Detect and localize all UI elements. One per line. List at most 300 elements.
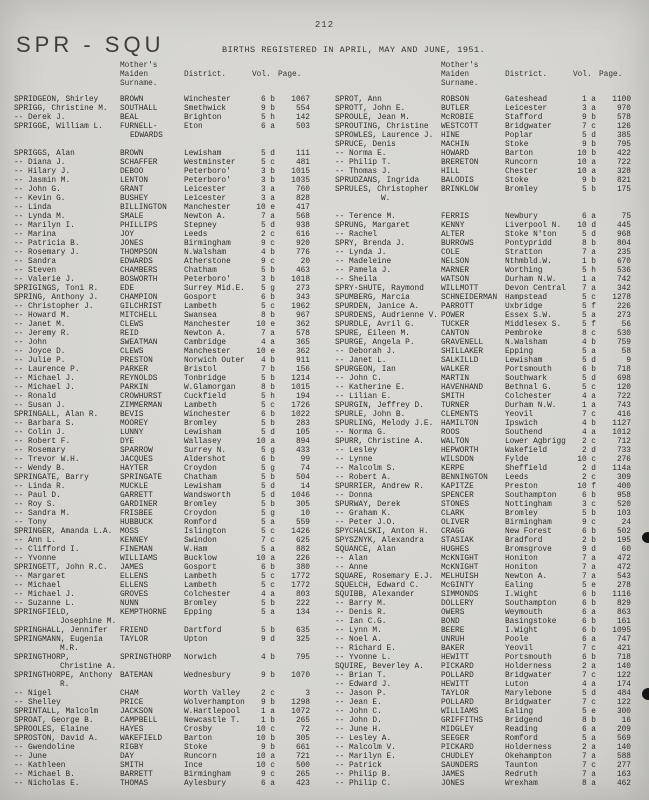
district-cell: Lewisham xyxy=(184,429,222,437)
name-cell: SPRING, Anthony J. xyxy=(14,294,99,302)
index-row xyxy=(335,231,641,240)
vol-cell: 9 d xyxy=(581,546,596,554)
name-cell: -- Nicholas E. xyxy=(14,780,80,788)
name-cell: -- Julie P. xyxy=(14,357,66,365)
vol-cell: 5 a xyxy=(581,348,596,356)
vol-cell: 10 c xyxy=(256,726,275,734)
index-row xyxy=(335,708,641,717)
mother-cell: NELSON xyxy=(441,258,470,266)
district-cell: Liverpool N. xyxy=(505,222,562,230)
vol-cell: 4 a xyxy=(581,393,596,401)
vol-cell: 3 b xyxy=(260,177,275,185)
name-cell: -- Ann L. xyxy=(14,537,57,545)
name-cell: -- Colin J. xyxy=(14,429,66,437)
mother-cell: JACQUES xyxy=(120,456,153,464)
district-cell: Durham N.W. xyxy=(505,402,557,410)
vol-cell: 5 d xyxy=(581,375,596,383)
page-cell: 283 xyxy=(295,420,310,428)
page-cell: 343 xyxy=(295,294,310,302)
district-cell: Wednesbury xyxy=(184,672,231,680)
name-cell: SPRIGGE, William L. xyxy=(14,123,103,131)
mother-cell: CHAM xyxy=(120,690,139,698)
page-cell: 209 xyxy=(616,726,631,734)
mother-cell: EDE xyxy=(120,285,135,293)
name-cell: -- Nigel xyxy=(14,690,52,698)
mother-cell: BUTLER xyxy=(441,105,470,113)
district-cell: Stoke N'ton xyxy=(505,231,557,239)
district-cell: Bridgwater xyxy=(505,699,552,707)
vol-cell: 7 a xyxy=(581,771,596,779)
mother-cell: FRISBEE xyxy=(120,510,153,518)
index-row xyxy=(335,132,641,141)
index-row xyxy=(335,114,641,123)
district-cell: Sheffield xyxy=(505,465,548,473)
district-cell: Dartford xyxy=(184,627,222,635)
name-cell: SPRIGG, Christine M. xyxy=(14,105,108,113)
index-row xyxy=(335,699,641,708)
name-cell: -- Brian T. xyxy=(335,672,387,680)
district-cell: Lambeth xyxy=(184,582,217,590)
page-cell: 500 xyxy=(295,762,310,770)
index-row xyxy=(14,672,320,690)
district-cell: Barton xyxy=(505,150,534,158)
vol-cell: 5 g xyxy=(260,447,275,455)
page-cell: 828 xyxy=(295,195,310,203)
page-cell: 462 xyxy=(616,780,631,788)
index-row xyxy=(335,672,641,681)
index-row xyxy=(335,609,641,618)
index-row xyxy=(335,519,641,528)
name-cell: SQUANCE, Alan xyxy=(335,546,396,554)
page-cell: 747 xyxy=(616,636,631,644)
district-cell: Stoke xyxy=(505,177,529,185)
name-cell: -- Joyce D. xyxy=(14,348,66,356)
vol-cell: 6 a xyxy=(260,123,275,131)
name-cell: -- Diana J. xyxy=(14,159,66,167)
mother-cell: HEPWORTH xyxy=(441,447,479,455)
index-row xyxy=(14,780,320,789)
mother-cell: GRIFFITHS xyxy=(441,717,484,725)
district-cell: Yeovil xyxy=(505,411,534,419)
name-cell: -- Malcolm V. xyxy=(335,744,396,752)
index-row xyxy=(14,564,320,573)
page-cell: 958 xyxy=(616,492,631,500)
page-cell: 502 xyxy=(616,528,631,536)
mother-cell: CLARK xyxy=(441,510,465,518)
vol-cell: 5 a xyxy=(260,546,275,554)
vol-cell: 1 a xyxy=(581,96,596,104)
vol-cell: 5 e xyxy=(581,708,596,716)
page-cell: 273 xyxy=(295,285,310,293)
district-cell: Southwark xyxy=(505,375,548,383)
index-row xyxy=(14,303,320,312)
name-cell: SPYSZNYK, Alexandra xyxy=(335,537,424,545)
vol-cell: 4 a xyxy=(260,339,275,347)
index-row xyxy=(14,159,320,168)
name-cell: SQUELCH, Edward C. xyxy=(335,582,420,590)
mother-cell: PARKIN xyxy=(120,384,149,392)
page-cell: 305 xyxy=(295,501,310,509)
page-cell: 105 xyxy=(295,429,310,437)
mother-cell: WALKER xyxy=(441,366,470,374)
page-cell: 16 xyxy=(621,717,631,725)
district-cell: Lower Agbrigg xyxy=(505,438,566,446)
vol-cell: 5 b xyxy=(581,186,596,194)
page-cell: 99 xyxy=(300,456,310,464)
page-cell: 140 xyxy=(616,744,631,752)
mother-cell: THOMPSON xyxy=(120,249,158,257)
district-cell: Aldershot xyxy=(184,456,227,464)
page-cell: 1298 xyxy=(291,699,310,707)
district-cell: Stoke xyxy=(184,744,208,752)
mother-cell: POLLARD xyxy=(441,699,474,707)
index-row xyxy=(14,240,320,249)
index-row xyxy=(14,420,320,429)
mother-cell: RIGBY xyxy=(120,744,144,752)
name-cell: -- Yvonne xyxy=(14,555,57,563)
district-cell: Lewisham xyxy=(505,357,543,365)
mother-cell: McKNIGHT xyxy=(441,564,479,572)
page-cell: 742 xyxy=(616,276,631,284)
mother-cell: BEVIS xyxy=(120,411,144,419)
vol-cell: 5 e xyxy=(581,582,596,590)
page-cell: 194 xyxy=(295,393,310,401)
index-row xyxy=(14,474,320,483)
vol-cell: 6 b xyxy=(260,411,275,419)
page-cell: 3 xyxy=(305,690,310,698)
index-row xyxy=(14,456,320,465)
page-cell: 568 xyxy=(295,213,310,221)
mother-cell: COLE xyxy=(441,249,460,257)
mother-cell: SPRINGTHORP xyxy=(120,654,172,662)
index-row xyxy=(14,528,320,537)
page-cell: 543 xyxy=(616,573,631,581)
vol-cell: 9 c xyxy=(260,771,275,779)
name-cell: SPROSTON, David A. xyxy=(14,735,99,743)
page-cell: 1015 xyxy=(291,384,310,392)
mother-cell: DAY xyxy=(120,753,135,761)
page-cell: 722 xyxy=(616,393,631,401)
name-cell: -- Valerie J. xyxy=(14,276,75,284)
vol-cell: 5 b xyxy=(260,501,275,509)
mother-cell: JACKSON xyxy=(120,708,153,716)
index-row xyxy=(335,438,641,447)
page-cell: 445 xyxy=(616,222,631,230)
vol-cell: 2 c xyxy=(260,690,275,698)
name-cell: -- Lynda J. xyxy=(335,249,387,257)
vol-cell: 9 b xyxy=(260,699,275,707)
mother-cell: HAVENHAND xyxy=(441,384,484,392)
name-cell: -- Sandra xyxy=(14,258,57,266)
vol-cell: 5 c xyxy=(260,159,275,167)
mother-cell: CHAMPION xyxy=(120,294,158,302)
vol-cell: 5 b xyxy=(260,627,275,635)
district-cell: Birmingham xyxy=(184,240,231,248)
page-cell: 463 xyxy=(295,267,310,275)
mother-cell: HEWITT xyxy=(441,681,470,689)
district-cell: Stafford xyxy=(505,114,543,122)
mother-cell: PRESTON xyxy=(120,357,153,365)
district-cell: Bradford xyxy=(505,537,543,545)
index-row xyxy=(14,393,320,402)
index-row xyxy=(14,636,320,654)
mother-cell: MUCKLE xyxy=(120,483,149,491)
page-cell: 174 xyxy=(616,681,631,689)
page-cell: 569 xyxy=(616,735,631,743)
vol-cell: 5 c xyxy=(260,303,275,311)
page-cell: 1962 xyxy=(291,303,310,311)
page-cell: 698 xyxy=(616,375,631,383)
page-cell: 134 xyxy=(295,609,310,617)
index-row xyxy=(335,357,641,366)
mother-cell: KENNEY xyxy=(120,537,149,545)
mother-cell: MITCHELL xyxy=(120,312,158,320)
mother-cell: POWER xyxy=(441,312,465,320)
mother-cell: BRERETON xyxy=(441,159,479,167)
district-cell: Southend xyxy=(505,429,543,437)
name-cell: -- Jean E. xyxy=(335,699,382,707)
index-row xyxy=(335,600,641,609)
index-row xyxy=(335,510,641,519)
vol-cell: 5 c xyxy=(260,582,275,590)
mother-cell: JONES xyxy=(120,240,144,248)
vol-cell: 5 d xyxy=(260,429,275,437)
index-row xyxy=(335,735,641,744)
index-row xyxy=(14,429,320,438)
name-cell: SPURDLE, Avril G. xyxy=(335,321,415,329)
vol-cell: 7 c xyxy=(581,123,596,131)
scan-artifact xyxy=(642,532,649,543)
index-row xyxy=(335,447,641,456)
mother-cell: GRANT xyxy=(120,186,144,194)
vol-cell: 5 a xyxy=(260,609,275,617)
vol-cell: 6 b xyxy=(581,492,596,500)
mother-cell: PICKARD xyxy=(441,663,474,671)
page-cell: 554 xyxy=(295,105,310,113)
page-cell: 75 xyxy=(621,213,631,221)
vol-cell: 9 c xyxy=(260,240,275,248)
district-cell: Leicester xyxy=(505,105,548,113)
mother-cell: ELLENS xyxy=(120,573,149,581)
vol-cell: 4 a xyxy=(260,591,275,599)
vol-cell: 5 d xyxy=(581,231,596,239)
district-cell: Poole xyxy=(505,636,529,644)
mother-cell: HAYTER xyxy=(120,465,149,473)
page-cell: 795 xyxy=(295,654,310,662)
page-cell: 277 xyxy=(616,762,631,770)
header-district: District. xyxy=(505,71,548,79)
district-cell: Bromley xyxy=(184,420,217,428)
page-cell: 970 xyxy=(616,105,631,113)
district-cell: Runcorn xyxy=(505,159,538,167)
district-cell: Croydon xyxy=(184,510,217,518)
vol-cell: 5 d xyxy=(581,132,596,140)
vol-cell: 7 a xyxy=(260,213,275,221)
index-row xyxy=(14,591,320,600)
vol-cell: 6 a xyxy=(581,636,596,644)
name-cell: -- Philip T. xyxy=(335,159,392,167)
mother-cell: KEMPTHORNE xyxy=(120,609,167,617)
vol-cell: 6 a xyxy=(581,609,596,617)
name-cell: -- Barbara S. xyxy=(14,420,75,428)
name-cell: -- John xyxy=(14,339,47,347)
district-cell: Fylde xyxy=(505,456,529,464)
scan-artifact xyxy=(642,688,649,700)
page-cell: 503 xyxy=(295,123,310,131)
index-row xyxy=(335,627,641,636)
index-row xyxy=(335,726,641,735)
index-row xyxy=(335,681,641,690)
district-cell: Chatham xyxy=(184,267,217,275)
name-cell: -- Margaret xyxy=(14,573,66,581)
index-row xyxy=(14,339,320,348)
vol-cell: 4 b xyxy=(260,249,275,257)
index-row xyxy=(335,420,641,429)
district-cell: Runcorn xyxy=(184,753,217,761)
name-cell: -- Graham K. xyxy=(335,510,392,518)
vol-cell: 5 f xyxy=(581,321,596,329)
district-cell: Bromley xyxy=(184,600,217,608)
page-cell: 417 xyxy=(295,204,310,212)
district-cell: Surrey N. xyxy=(184,447,227,455)
mother-cell: BALODIS xyxy=(441,177,474,185)
name-cell: -- Yvonne L. xyxy=(335,654,392,662)
name-cell: -- Suzanne L. xyxy=(14,600,75,608)
district-cell: Leicester xyxy=(184,195,227,203)
district-cell: Leicester xyxy=(184,186,227,194)
page-cell: 920 xyxy=(295,240,310,248)
index-row xyxy=(335,537,641,546)
index-row xyxy=(335,753,641,762)
vol-cell: 8 b xyxy=(581,240,596,248)
mother-cell: HOWARD xyxy=(441,150,470,158)
mother-cell: GARDINER xyxy=(120,501,158,509)
mother-cell: DEBOO xyxy=(120,168,144,176)
name-cell: SQUIBB, Alexander xyxy=(335,591,415,599)
page-cell: 1095 xyxy=(612,627,631,635)
vol-cell: 4 a xyxy=(581,681,596,689)
page-cell: 60 xyxy=(621,546,631,554)
header-mothers-maiden-surname: Mother's Maiden Surname. xyxy=(441,62,479,88)
index-row xyxy=(14,690,320,699)
name-cell: -- Barry M. xyxy=(335,600,387,608)
district-cell: Weymouth xyxy=(505,609,543,617)
district-cell: Southampton xyxy=(505,600,557,608)
page-cell: 1214 xyxy=(291,375,310,383)
name-cell: -- Howard M. xyxy=(14,312,71,320)
district-cell: Nottingham xyxy=(505,501,552,509)
district-cell: Middlesex S. xyxy=(505,321,562,329)
district-cell: Bromley xyxy=(184,501,217,509)
district-cell: Southampton xyxy=(505,492,557,500)
mother-cell: EDWARDS xyxy=(120,258,153,266)
name-cell: SPRINGHALL, Jennifer xyxy=(14,627,108,635)
index-row xyxy=(14,384,320,393)
page-cell: 122 xyxy=(616,699,631,707)
vol-cell: 5 b xyxy=(260,474,275,482)
index-row xyxy=(14,348,320,357)
index-row xyxy=(14,222,320,231)
district-cell: Peterboro' xyxy=(184,177,231,185)
page-cell: 504 xyxy=(295,474,310,482)
index-row xyxy=(14,96,320,105)
vol-cell: 5 d xyxy=(260,222,275,230)
mother-cell: FURNELL- EDWARDS xyxy=(120,123,163,140)
name-cell: -- Denis R. xyxy=(335,609,387,617)
vol-cell: 10 b xyxy=(577,150,596,158)
index-row xyxy=(14,249,320,258)
vol-cell: 5 d xyxy=(581,690,596,698)
index-row xyxy=(14,447,320,456)
vol-cell: 2 d xyxy=(581,465,596,473)
mother-cell: CRAGG xyxy=(441,528,465,536)
page-cell: 423 xyxy=(295,780,310,788)
district-cell: Honiton xyxy=(505,555,538,563)
vol-cell: 6 b xyxy=(581,528,596,536)
vol-cell: 10 a xyxy=(577,159,596,167)
district-cell: Chester xyxy=(505,168,538,176)
name-cell: SPURDEN, Janice A. xyxy=(335,303,420,311)
page-cell: 433 xyxy=(295,447,310,455)
mother-cell: BEAL xyxy=(120,114,139,122)
index-row xyxy=(335,375,641,384)
mother-cell: CHUDLEY xyxy=(441,753,474,761)
vol-cell: 6 b xyxy=(581,366,596,374)
index-row xyxy=(335,186,641,204)
name-cell: SPURWAY, Derek xyxy=(335,501,401,509)
vol-cell: 3 a xyxy=(260,186,275,194)
mother-cell: BAKER xyxy=(441,645,465,653)
index-row xyxy=(14,771,320,780)
page-cell: 1072 xyxy=(291,708,310,716)
vol-cell: 7 c xyxy=(581,411,596,419)
district-cell: Bridgend xyxy=(505,717,543,725)
district-cell: Brighton xyxy=(184,114,222,122)
district-cell: Eton xyxy=(184,123,203,131)
page-cell: 481 xyxy=(295,159,310,167)
index-row xyxy=(335,384,641,393)
name-cell: SQUIRE, Beverley A. xyxy=(335,663,424,671)
vol-cell: 4 a xyxy=(581,429,596,437)
vol-cell: 6 b xyxy=(581,654,596,662)
index-row xyxy=(14,699,320,708)
index-row xyxy=(335,159,641,168)
district-cell: Gosport xyxy=(184,294,217,302)
name-cell: -- Terence M. xyxy=(335,213,396,221)
index-row xyxy=(335,483,641,492)
page-cell: 9 xyxy=(626,357,631,365)
mother-cell: GARRETT xyxy=(120,492,153,500)
index-row xyxy=(335,321,641,330)
index-row xyxy=(335,546,641,555)
page-cell: 175 xyxy=(616,186,631,194)
mother-cell: WILLIAMS xyxy=(441,708,479,716)
mother-cell: SPARROW xyxy=(120,447,153,455)
mother-cell: HUBBUCK xyxy=(120,519,153,527)
mother-cell: BROWN xyxy=(120,150,144,158)
name-cell: -- Patricia B. xyxy=(14,240,80,248)
district-cell: Pembroke xyxy=(505,330,543,338)
index-row xyxy=(14,735,320,744)
index-row xyxy=(14,438,320,447)
index-row xyxy=(335,636,641,645)
name-cell: -- Shelley xyxy=(14,699,61,707)
index-row xyxy=(335,276,641,285)
index-row xyxy=(335,780,641,789)
vol-cell: 7 c xyxy=(581,699,596,707)
index-row xyxy=(335,474,641,483)
index-row xyxy=(335,348,641,357)
